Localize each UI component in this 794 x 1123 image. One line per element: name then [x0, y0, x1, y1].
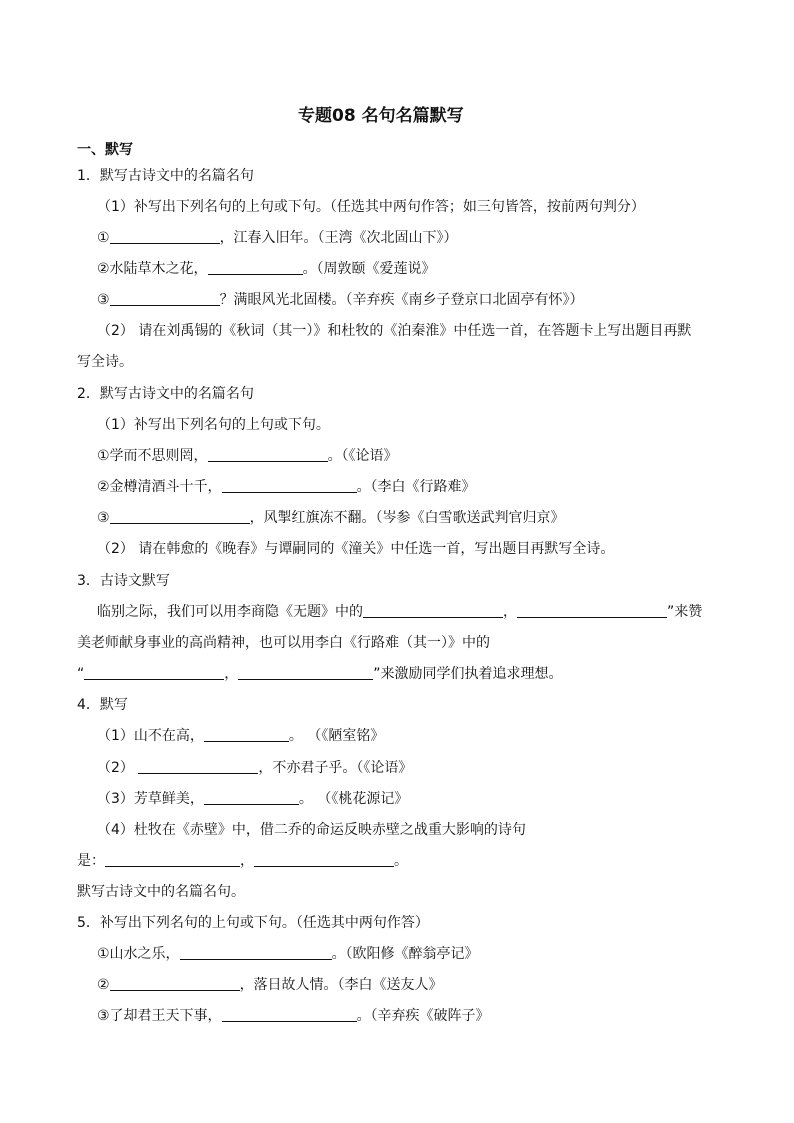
question-2-heading: 2．默写古诗文中的名篇名句	[77, 386, 254, 402]
q2-item-1-suffix: 。（《论语》	[327, 448, 398, 464]
q1-sub2-line2: 写全诗。	[77, 354, 133, 370]
q1-item-1	[97, 228, 458, 248]
question-5-heading: 5．补写出下列名句的上句或下句。（任选其中两句作答）	[77, 915, 429, 931]
q5-item-3	[97, 1006, 490, 1026]
q3-line-1-mid: ，	[503, 604, 517, 620]
section-heading: 一、默写	[77, 142, 133, 158]
answer-blank[interactable]	[110, 291, 220, 306]
answer-blank[interactable]	[208, 447, 328, 462]
q2-item-2-prefix: ②金樽清酒斗十千，	[97, 479, 222, 495]
question-3-heading: 3．古诗文默写	[77, 573, 170, 589]
q2-sub1: （1）补写出下列名句的上句或下句。	[97, 417, 330, 433]
q4-item-2	[97, 758, 412, 778]
answer-blank[interactable]	[208, 260, 303, 275]
q4-item-1	[97, 726, 384, 746]
q5-item-1-prefix: ①山水之乐，	[97, 946, 180, 962]
question-4-heading: 4．默写	[77, 697, 128, 713]
answer-blank[interactable]	[105, 852, 240, 867]
q2-item-2-suffix: 。（李白《行路难》	[356, 479, 476, 495]
answer-blank[interactable]	[254, 852, 394, 867]
answer-blank[interactable]	[180, 945, 332, 960]
q5-item-3-prefix: ③了却君王天下事，	[97, 1008, 222, 1024]
answer-blank[interactable]	[110, 509, 250, 524]
q4-item-3-suffix: 。 （《桃花源记》	[298, 791, 409, 807]
q4-item-1-prefix: （1）山不在高，	[97, 728, 204, 744]
q2-item-3-prefix: ③	[97, 510, 110, 526]
answer-blank[interactable]	[110, 229, 220, 244]
q5-item-3-suffix: 。（辛弃疾《破阵子》	[356, 1008, 490, 1024]
q4-item-1-suffix: 。 （《陋室铭》	[288, 728, 385, 744]
q2-sub2: （2） 请在韩愈的《晚春》与谭嗣同的《潼关》中任选一首，写出题目再默写全诗。	[97, 541, 615, 557]
q3-line-1-suffix: ”来赞	[667, 604, 703, 620]
answer-blank[interactable]	[138, 759, 258, 774]
q1-item-1-prefix: ①	[97, 230, 110, 246]
answer-blank[interactable]	[204, 727, 289, 742]
q2-item-1	[97, 446, 398, 466]
q3-line-2: 美老师献身事业的高尚精神，也可以用李白《行路难（其一）》中的	[77, 635, 490, 651]
q3-line-1-prefix: 临别之际，我们可以用李商隐《无题》中的	[97, 604, 363, 620]
q3-line-3	[77, 664, 563, 684]
q4-item-4-suffix: 。	[394, 853, 408, 869]
answer-blank[interactable]	[222, 478, 357, 493]
answer-blank[interactable]	[204, 790, 299, 805]
q3-line-3-suffix: ”来激励同学们执着追求理想。	[373, 666, 563, 682]
answer-blank[interactable]	[517, 603, 667, 618]
q1-item-2	[97, 259, 436, 279]
q1-sub1: （1）补写出下列名句的上句或下句。（任选其中两句作答；如三句皆答，按前两句判分）	[97, 199, 645, 215]
q1-sub2-line1: （2） 请在刘禹锡的《秋词（其一）》和杜牧的《泊秦淮》中任选一首，在答题卡上写出题目再默	[97, 323, 692, 339]
q4-item-4-mid: ，	[240, 853, 254, 869]
q2-item-3-suffix: ，风掣红旗冻不翻。（岑参《白雪歌送武判官归京》	[249, 510, 565, 526]
answer-blank[interactable]	[363, 603, 503, 618]
q2-item-3	[97, 508, 565, 528]
page-title: 专题08 名句名篇默写	[298, 106, 464, 126]
answer-blank[interactable]	[110, 976, 240, 991]
q1-item-2-suffix: 。（周敦颐《爱莲说》	[302, 261, 436, 277]
q4-item-3-prefix: （3）芳草鲜美，	[97, 791, 204, 807]
q1-item-3-prefix: ③	[97, 292, 110, 308]
q5-item-1-suffix: 。（欧阳修《醉翁亭记》	[331, 946, 479, 962]
q4-tail: 默写古诗文中的名篇名句。	[77, 884, 245, 900]
answer-blank[interactable]	[238, 665, 373, 680]
q4-item-2-prefix: （2）	[97, 760, 139, 776]
answer-blank[interactable]	[222, 1007, 357, 1022]
q1-item-2-prefix: ②水陆草木之花，	[97, 261, 208, 277]
answer-blank[interactable]	[84, 665, 224, 680]
q5-item-2-prefix: ②	[97, 977, 110, 993]
q5-item-1	[97, 944, 479, 964]
q1-item-3-suffix: ？满眼风光北固楼。（辛弃疾《南乡子登京口北固亭有怀》）	[219, 292, 584, 308]
q5-item-2	[97, 975, 443, 995]
q4-item-4-line2	[77, 851, 408, 871]
q4-item-4-line1: （4）杜牧在《赤壁》中，借二乔的命运反映赤壁之战重大影响的诗句	[97, 822, 526, 838]
q2-item-1-prefix: ①学而不思则罔，	[97, 448, 208, 464]
q4-item-4-prefix: 是：	[77, 853, 105, 869]
q1-item-1-suffix: ，江春入旧年。（王湾《次北固山下》）	[219, 230, 458, 246]
q5-item-2-suffix: ，落日故人情。（李白《送友人》	[239, 977, 443, 993]
q4-item-2-suffix: ，不亦君子乎。（《论语》	[258, 760, 413, 776]
question-1-heading: 1．默写古诗文中的名篇名句	[77, 168, 254, 184]
q3-line-1	[97, 602, 702, 622]
q3-line-3-mid: ，	[224, 666, 239, 682]
q2-item-2	[97, 477, 476, 497]
q3-line-3-prefix: “	[77, 666, 85, 682]
q1-item-3	[97, 290, 584, 310]
q4-item-3	[97, 789, 408, 809]
